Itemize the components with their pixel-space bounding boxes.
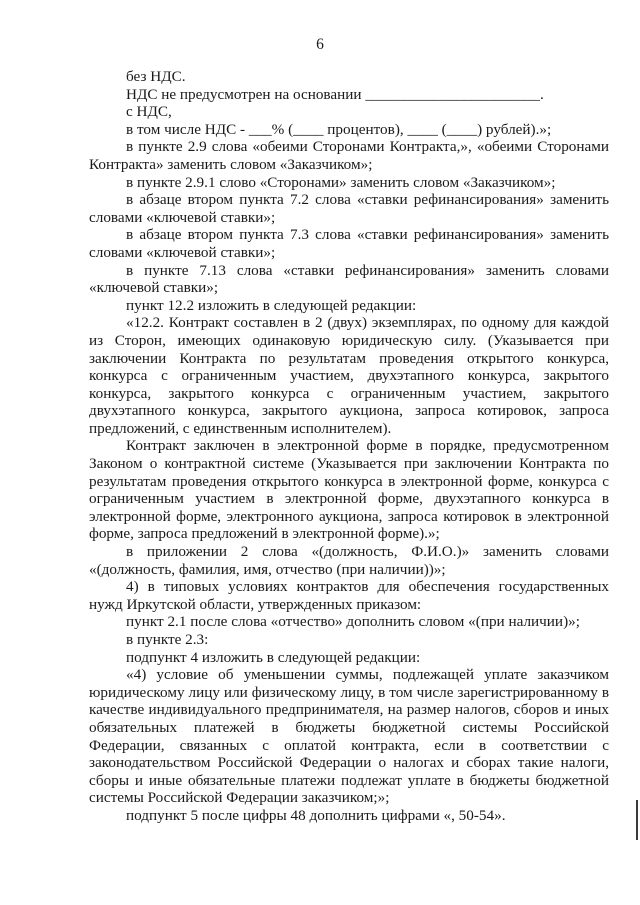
paragraph: в пункте 2.3: [126, 631, 209, 648]
paragraph: 4) в типовых условиях контрактов для обеспечения государственных нужд Иркутской области, утвержденных приказом: [89, 578, 609, 613]
paragraph: пункт 12.2 изложить в следующей редакции: [126, 296, 417, 314]
paragraph: Контракт заключен в электронной форме в порядке, предусмотренном Законом о контрактной системе (Указывается при заключении Контракта по результатам проведения открытого конкурса в электронной форме, конкурса с ограниченным участием в электронной форме, двухэтапного конкурса в электронной форме, электронного аукциона, запроса котировок в электронной форме, запроса предложений в электронной форме).»; [89, 437, 609, 543]
paragraph: подпункт 5 после цифры 48 дополнить цифрами «, 50-54». [126, 806, 506, 824]
paragraph: в абзаце втором пункта 7.2 слова «ставки рефинансирования» заменить словами «ключевой ставки»; [89, 191, 609, 226]
paragraph: «4) условие об уменьшении суммы, подлежащей уплате заказчиком юридическому лицу или физическому лицу, в том числе зарегистрированному в качестве индивидуального предпринимателя, на размер налогов, сборов и иных обязательных платежей в бюджеты бюджетной системы Российской Федерации, связанных с оплатой контракта, если в соответствии с законодательством Российской Федерации о налогах и сборах такие налоги, сборы и иные обязательные платежи подлежат уплате в бюджеты бюджетной системы Российской Федерации заказчиком;»; [89, 666, 609, 807]
paragraph: в пункте 2.9 слова «обеими Сторонами Контракта,», «обеими Сторонами Контракта» заменить словом «Заказчиком»; [89, 138, 609, 173]
paragraph: «12.2. Контракт составлен в 2 (двух) экземплярах, по одному для каждой из Сторон, имеющих одинаковую юридическую силу. (Указывается при заключении Контракта по результатам проведения открытого конкурса, конкурса с ограниченным участием, двухэтапного конкурса, закрытого конкурса, закрытого конкурса с ограниченным участием, закрытого двухэтапного конкурса, закрытого аукциона, запроса котировок, запроса предложений, с единственным исполнителем). [89, 314, 609, 437]
paragraph: в том числе НДС - ___% (____ процентов), ____ (____) рублей).»; [126, 120, 552, 138]
paragraph: в пункте 7.13 слова «ставки рефинансирования» заменить словами «ключевой ставки»; [89, 261, 609, 297]
paragraph: с НДС, [126, 103, 172, 121]
page-number: 6 [316, 36, 324, 53]
scan-edge-mark [636, 800, 638, 840]
paragraph: подпункт 4 изложить в следующей редакции: [126, 648, 421, 666]
paragraph: без НДС. [126, 68, 186, 85]
paragraph: в приложении 2 слова «(должность, Ф.И.О.)» заменить словами «(должность, фамилия, имя, отчество (при наличии))»; [89, 543, 609, 578]
paragraph: в абзаце втором пункта 7.3 слова «ставки рефинансирования» заменить словами «ключевой ставки»; [89, 226, 609, 261]
paragraph: в пункте 2.9.1 слово «Сторонами» заменить словом «Заказчиком»; [126, 173, 556, 191]
paragraph: пункт 2.1 после слова «отчество» дополнить словом «(при наличии)»; [126, 613, 580, 631]
paragraph: НДС не предусмотрен на основании _______________________. [126, 85, 544, 103]
document-body [89, 68, 609, 825]
